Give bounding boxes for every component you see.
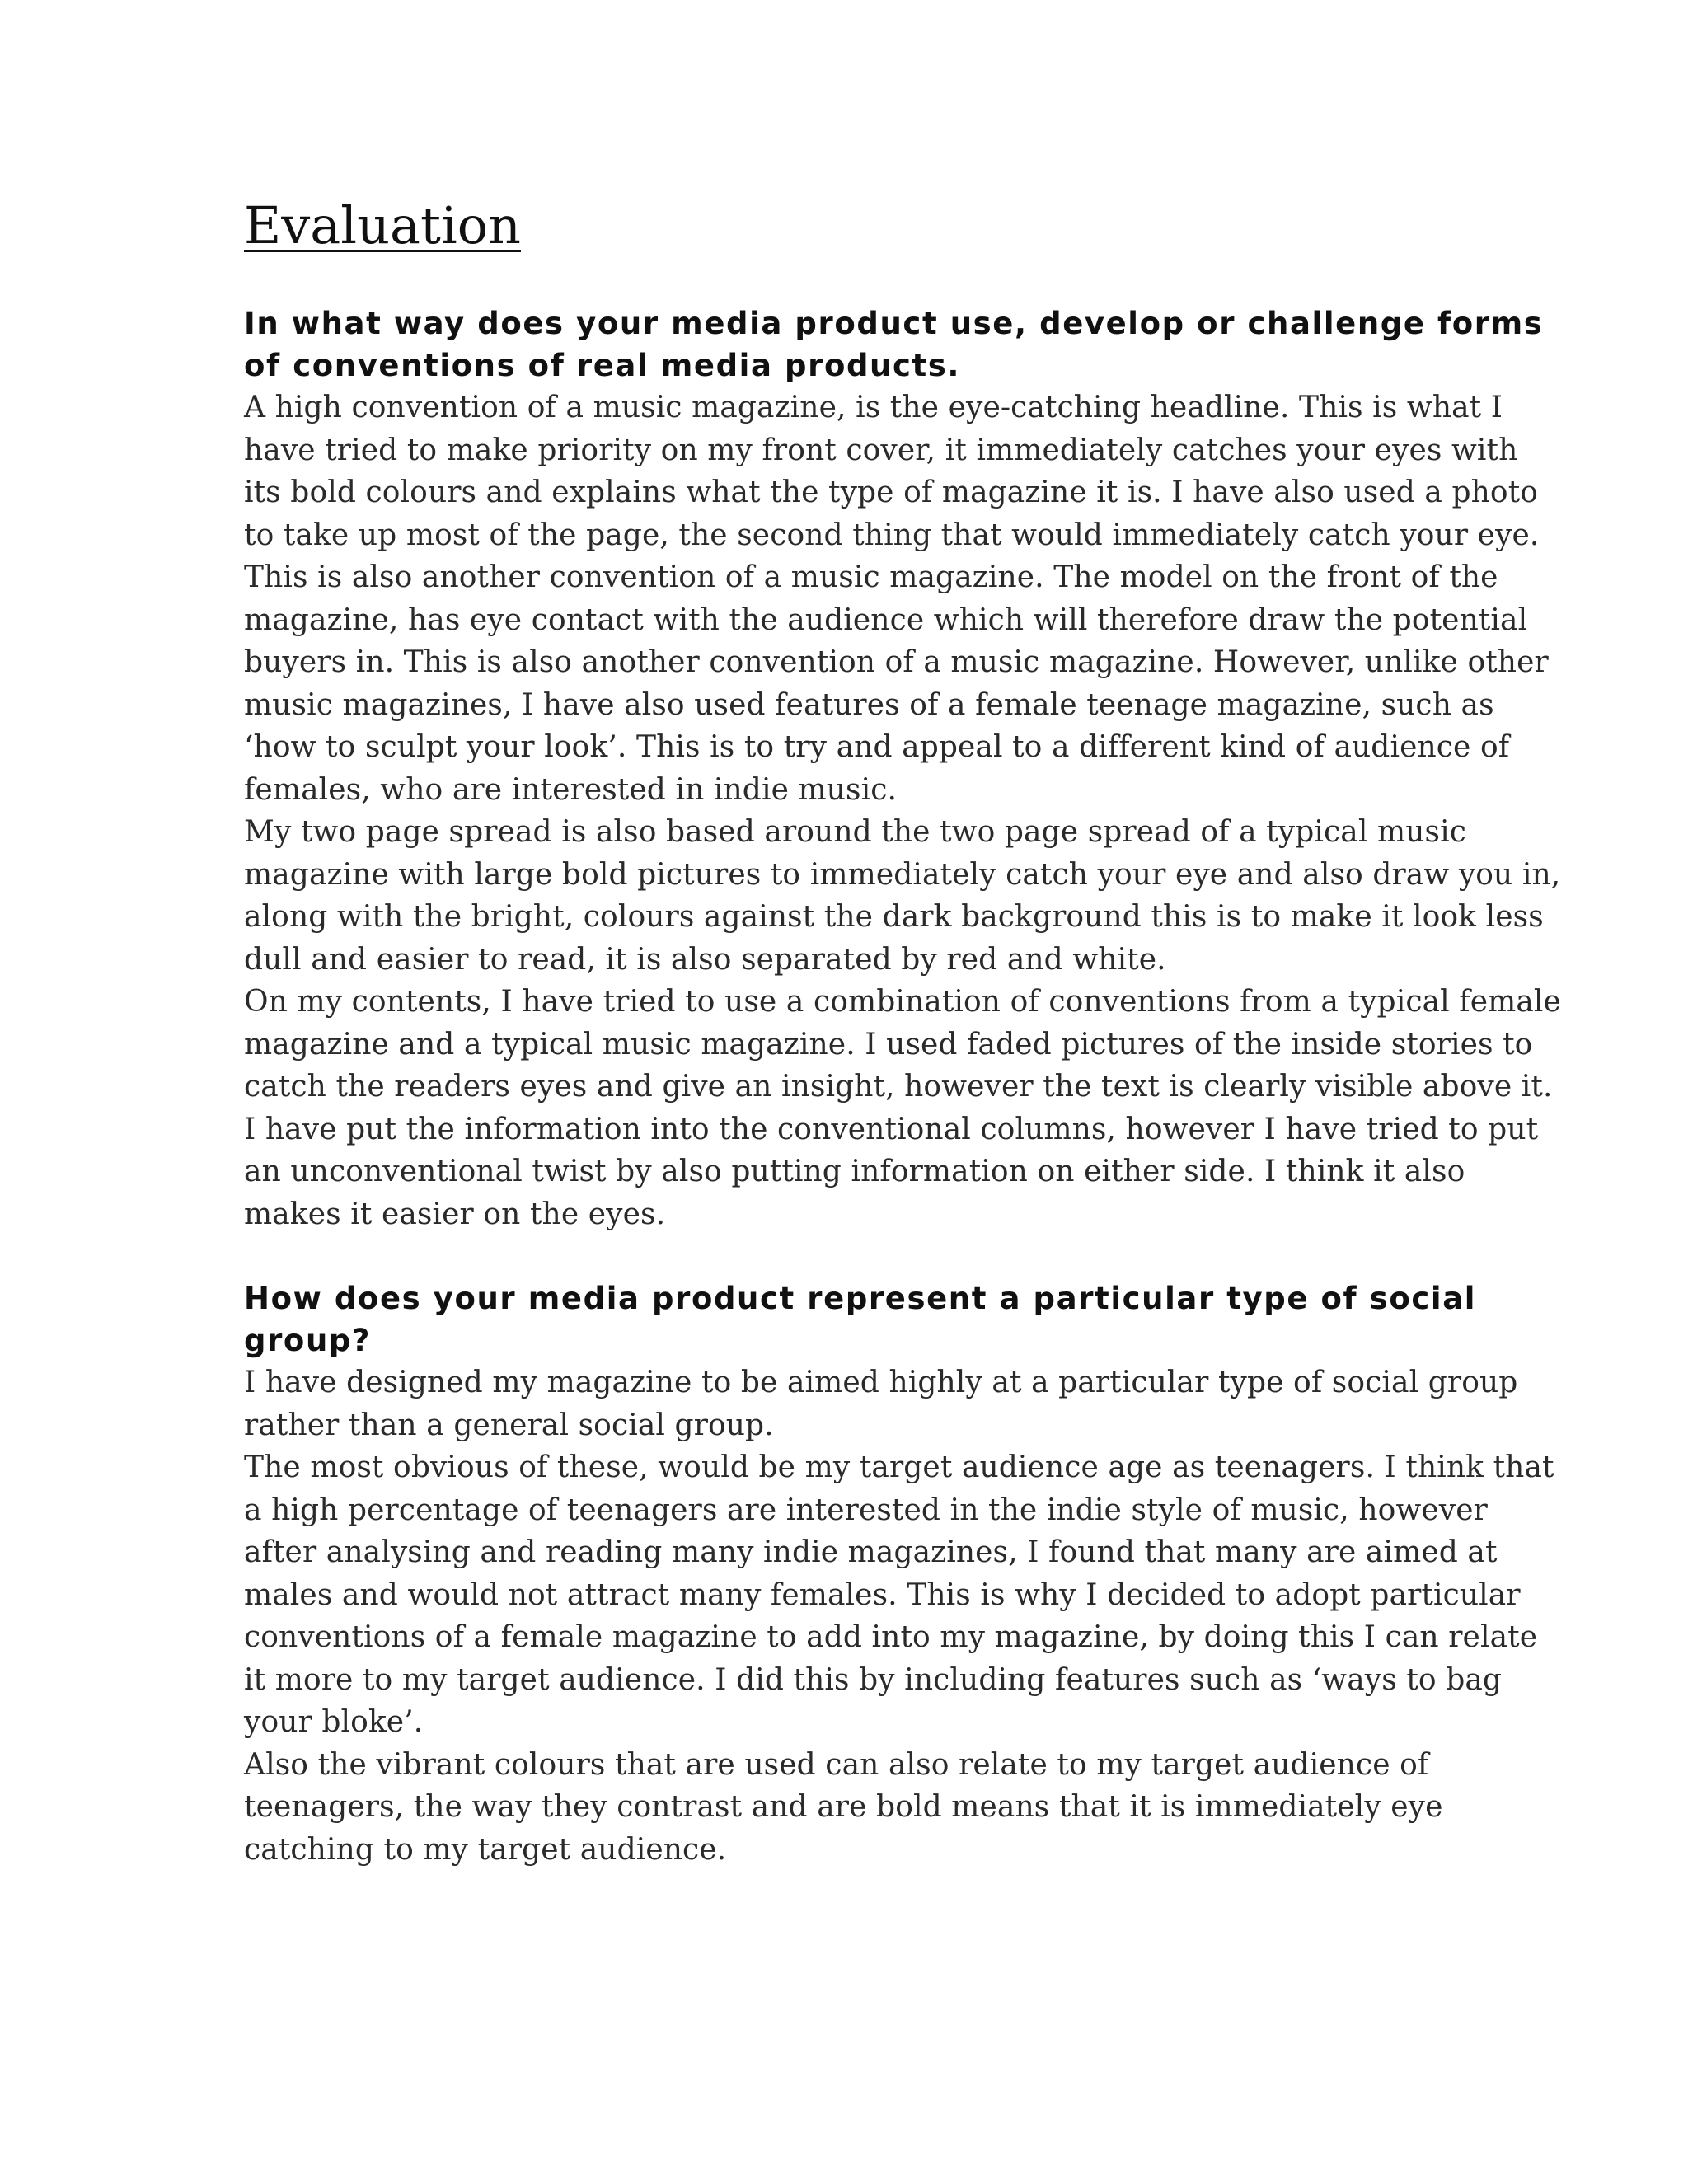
document-body: [244, 196, 1563, 1871]
paragraph: Also the vibrant colours that are used can also relate to my target audience of teenagers, the way they contrast and are bold means that it is immediately eye catching to my target audience.: [244, 1747, 1443, 1867]
paragraph: I have designed my magazine to be aimed highly at a particular type of social group rather than a general social group.: [244, 1366, 1518, 1442]
section-social-group: [244, 1277, 1563, 1871]
section-heading: How does your media product represent a particular type of social group?: [244, 1281, 1477, 1359]
section-conventions: [244, 302, 1563, 1235]
section-spacer: [244, 1235, 1563, 1277]
paragraph: The most obvious of these, would be my target audience age as teenagers. I think that a high percentage of teenagers are interested in the indie style of music, however after analysing and reading many indie magazines, I found that many are aimed at males and would not attract many females. This is why I decided to adopt particular conventions of a female magazine to add into my magazine, by doing this I can relate it more to my target audience. I did this by including features such as ‘ways to bag your bloke’.: [244, 1451, 1554, 1740]
paragraph: On my contents, I have tried to use a combination of conventions from a typical female magazine and a typical music magazine. I used faded pictures of the inside stories to catch the readers eyes and give an insight, however the text is clearly visible above it. I have put the information into the conventional columns, however I have tried to put an unconventional twist by also putting information on either side. I think it also makes it easier on the eyes.: [244, 985, 1561, 1231]
paragraph: A high convention of a music magazine, is the eye-catching headline. This is what I have tried to make priority on my front cover, it immediately catches your eyes with its bold colours and explains what the type of magazine it is. I have also used a photo to take up most of the page, the second thing that would immediately catch your eye. This is also another convention of a music magazine. The model on the front of the magazine, has eye contact with the audience which will therefore draw the potential buyers in. This is also another convention of a music magazine. However, unlike other music magazines, I have also used features of a female teenage magazine, such as ‘how to sculpt your look’. This is to try and appeal to a different kind of audience of females, who are interested in indie music.: [244, 391, 1549, 807]
paragraph: My two page spread is also based around the two page spread of a typical music magazine with large bold pictures to immediately catch your eye and also draw you in, along with the bright, colours against the dark background this is to make it look less dull and easier to read, it is also separated by red and white.: [244, 815, 1561, 977]
section-heading: In what way does your media product use, develop or challenge forms of conventions of real media products.: [244, 306, 1544, 384]
document-title: Evaluation: [244, 195, 521, 255]
